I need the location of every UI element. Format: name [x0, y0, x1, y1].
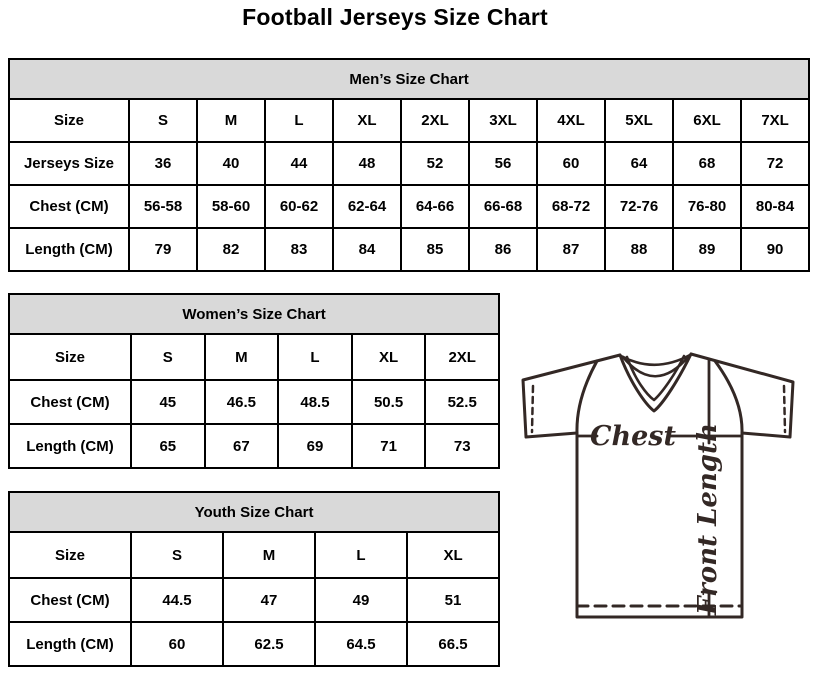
value-cell: 49 [315, 578, 407, 622]
table-row-size [9, 532, 499, 578]
value-cell: 86 [469, 228, 537, 271]
size-cell: XL [407, 532, 499, 578]
size-cell: L [315, 532, 407, 578]
mens-size-table [8, 58, 810, 272]
value-cell: 47 [223, 578, 315, 622]
right-cuff-dash-line [784, 386, 785, 432]
value-cell: 66-68 [469, 185, 537, 228]
value-cell: 72-76 [605, 185, 673, 228]
value-cell: 79 [129, 228, 197, 271]
table-title-row [9, 59, 809, 99]
value-cell: 52 [401, 142, 469, 185]
value-cell: 64 [605, 142, 673, 185]
value-cell: 52.5 [425, 380, 499, 424]
row-label: Size [9, 334, 131, 380]
front-length-label: Front Length [693, 423, 723, 615]
jersey-outline-icon [513, 344, 805, 636]
value-cell: 40 [197, 142, 265, 185]
value-cell: 60-62 [265, 185, 333, 228]
value-cell: 44 [265, 142, 333, 185]
table-row-length [9, 622, 499, 666]
row-label: Length (CM) [9, 622, 131, 666]
value-cell: 51 [407, 578, 499, 622]
size-cell: M [223, 532, 315, 578]
size-cell: S [129, 99, 197, 142]
womens-size-table [8, 293, 500, 469]
value-cell: 82 [197, 228, 265, 271]
size-cell: S [131, 532, 223, 578]
value-cell: 56 [469, 142, 537, 185]
table-row-chest [9, 185, 809, 228]
value-cell: 69 [278, 424, 352, 468]
value-cell: 60 [537, 142, 605, 185]
size-cell: 6XL [673, 99, 741, 142]
value-cell: 84 [333, 228, 401, 271]
value-cell: 88 [605, 228, 673, 271]
value-cell: 62.5 [223, 622, 315, 666]
value-cell: 76-80 [673, 185, 741, 228]
row-label: Length (CM) [9, 228, 129, 271]
size-cell: 4XL [537, 99, 605, 142]
table-title-row [9, 294, 499, 334]
value-cell: 72 [741, 142, 809, 185]
size-cell: 2XL [425, 334, 499, 380]
table-row-jerseys-size [9, 142, 809, 185]
value-cell: 89 [673, 228, 741, 271]
youth-table-title: Youth Size Chart [9, 492, 499, 532]
table-row-chest [9, 380, 499, 424]
table-row-size [9, 99, 809, 142]
row-label: Size [9, 532, 131, 578]
table-title-row [9, 492, 499, 532]
size-cell: M [205, 334, 279, 380]
value-cell: 50.5 [352, 380, 426, 424]
table-row-chest [9, 578, 499, 622]
youth-size-table [8, 491, 500, 667]
value-cell: 60 [131, 622, 223, 666]
size-cell: XL [352, 334, 426, 380]
value-cell: 36 [129, 142, 197, 185]
row-label: Length (CM) [9, 424, 131, 468]
value-cell: 64-66 [401, 185, 469, 228]
size-cell: S [131, 334, 205, 380]
value-cell: 87 [537, 228, 605, 271]
value-cell: 65 [131, 424, 205, 468]
row-label: Chest (CM) [9, 380, 131, 424]
chest-label: Chest [590, 421, 676, 452]
value-cell: 80-84 [741, 185, 809, 228]
mens-table-title: Men’s Size Chart [9, 59, 809, 99]
value-cell: 45 [131, 380, 205, 424]
value-cell: 58-60 [197, 185, 265, 228]
size-cell: 3XL [469, 99, 537, 142]
row-label: Chest (CM) [9, 578, 131, 622]
value-cell: 62-64 [333, 185, 401, 228]
table-row-length [9, 228, 809, 271]
value-cell: 83 [265, 228, 333, 271]
value-cell: 68 [673, 142, 741, 185]
row-label: Jerseys Size [9, 142, 129, 185]
value-cell: 68-72 [537, 185, 605, 228]
size-cell: XL [333, 99, 401, 142]
value-cell: 44.5 [131, 578, 223, 622]
value-cell: 46.5 [205, 380, 279, 424]
jersey-measurement-diagram [513, 344, 805, 636]
value-cell: 56-58 [129, 185, 197, 228]
value-cell: 73 [425, 424, 499, 468]
size-cell: L [278, 334, 352, 380]
page-title: Football Jerseys Size Chart [242, 4, 548, 30]
row-label: Size [9, 99, 129, 142]
table-row-size [9, 334, 499, 380]
row-label: Chest (CM) [9, 185, 129, 228]
table-row-length [9, 424, 499, 468]
size-cell: M [197, 99, 265, 142]
value-cell: 66.5 [407, 622, 499, 666]
size-cell: 5XL [605, 99, 673, 142]
value-cell: 71 [352, 424, 426, 468]
size-cell: 7XL [741, 99, 809, 142]
size-cell: 2XL [401, 99, 469, 142]
value-cell: 48 [333, 142, 401, 185]
value-cell: 64.5 [315, 622, 407, 666]
value-cell: 67 [205, 424, 279, 468]
womens-table-title: Women’s Size Chart [9, 294, 499, 334]
left-cuff-dash-line [532, 386, 533, 432]
value-cell: 90 [741, 228, 809, 271]
value-cell: 48.5 [278, 380, 352, 424]
value-cell: 85 [401, 228, 469, 271]
size-cell: L [265, 99, 333, 142]
